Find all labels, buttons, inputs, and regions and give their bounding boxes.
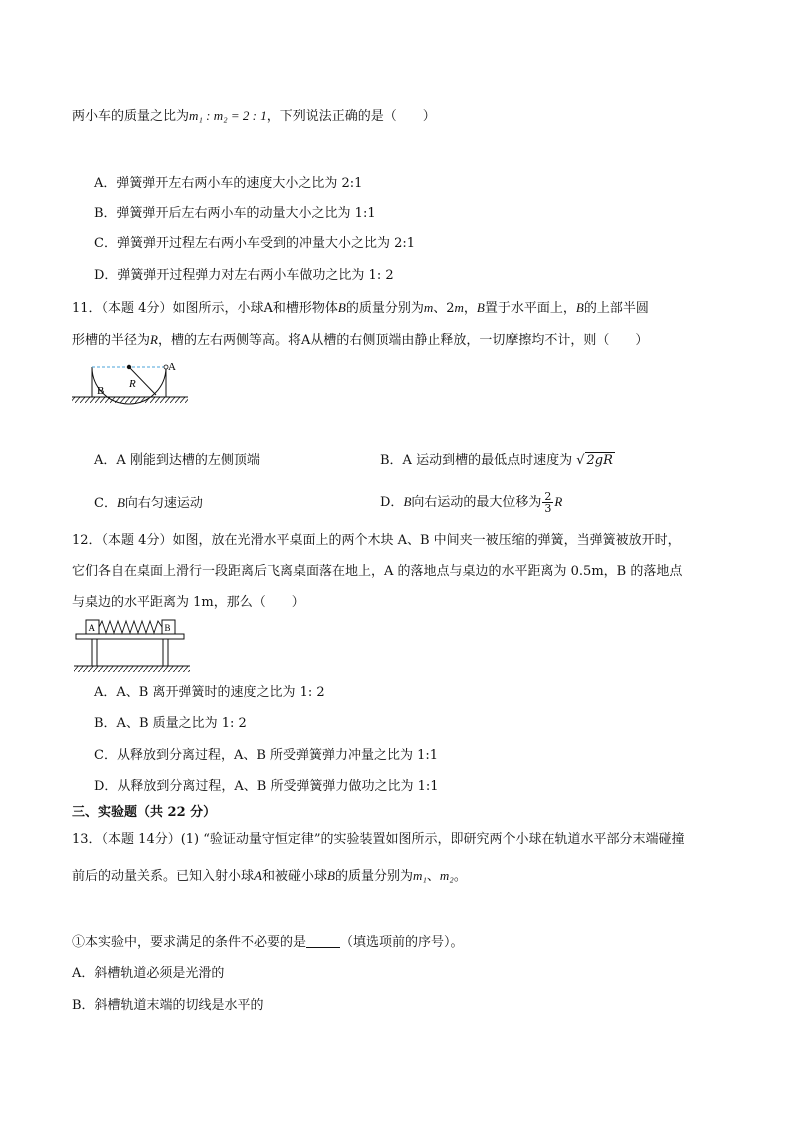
q11-text: ，槽的左右两侧等高。将A从槽的右侧顶端由静止释放，一切摩擦均不计，则（ ） [157,333,649,348]
q11-option-b[interactable] [380,451,615,471]
q11-text: 和槽形物体 [272,301,338,316]
q13-stem-line1: 13．（本题 14分）(1) “验证动量守恒定律”的实验装置如图所示，即研究两个小球在轨道水平部分末端碰撞 [72,832,685,847]
q11-var: B [403,494,412,509]
q13-option-b[interactable]: B．斜槽轨道末端的切线是水平的 [72,998,264,1013]
q10-option-d[interactable]: D．弹簧弹开过程弹力对左右两小车做功之比为 1: 2 [94,268,394,283]
q10-stem-suffix: ，下列说法正确的是（ ） [266,109,436,124]
q11-text: 置于水平面上， [484,301,576,316]
q11-text: 的上部半圆 [583,301,649,316]
q10-stem-prefix: 两小车的质量之比为 [72,109,190,124]
q13-text: 的质量分别为 [334,869,413,884]
q11-option-d[interactable] [380,491,562,514]
q13-mass-2: m₂ [439,868,454,883]
q12-stem-line2: 它们各自在桌面上滑行一段距离后飞离桌面落在地上，A 的落地点与桌边的水平距离为 0.5m，B 的落地点 [72,564,683,579]
q11-option-d-label: D． [380,495,404,510]
label-a: A [168,361,176,373]
q11-var: m [454,300,464,315]
q12-option-b[interactable]: B．A、B 质量之比为 1: 2 [94,716,247,731]
block-a-label: A [88,623,95,633]
q11-var: B [575,300,584,315]
q10-stem [72,106,436,127]
q12-option-d[interactable]: D．从释放到分离过程，A、B 所受弹簧弹力做功之比为 1:1 [94,779,439,794]
ground-hatch [72,397,188,403]
q12-option-c[interactable]: C．从释放到分离过程，A、B 所受弹簧弹力冲量之比为 1:1 [94,748,439,763]
q11-var: R [150,332,158,347]
q11-stem-line2 [72,330,648,351]
q13-option-a[interactable]: A．斜槽轨道必须是光滑的 [72,966,225,981]
q11-option-c[interactable] [94,493,203,514]
label-r: R [129,378,136,390]
q11-text: ， [463,301,477,316]
answer-blank[interactable] [306,934,340,948]
q10-option-c[interactable]: C．弹簧弹开过程左右两小车受到的冲量大小之比为 2:1 [94,236,416,251]
q13-sub1-hint: （填选项前的序号）。 [340,935,464,950]
q11-text: 的质量分别为 [345,301,424,316]
q11-text: 形槽的半径为 [72,333,151,348]
q12-option-a[interactable]: A．A、B 离开弹簧时的速度之比为 1: 2 [94,685,325,700]
q13-text: 、 [426,869,440,884]
sqrt-expression: √ 2gR [576,453,613,468]
q11-var: R [554,494,563,509]
q12-stem-line1: 12．（本题 4分）如图，放在光滑水平桌面上的两个木块 A、B 中间夹一被压缩的弹簧，当弹簧被放开时， [72,533,681,548]
q11-option-a[interactable]: A．A 刚能到达槽的左侧顶端 [94,453,260,468]
q12-figure [70,616,195,676]
q13-sub1-text: ①本实验中，要求满足的条件不必要的是 [72,935,307,950]
fraction-denominator: 3 [544,502,552,515]
q11-text: 、2 [433,301,455,316]
q12-stem-line3: 与桌边的水平距离为 1m，那么（ ） [72,595,305,610]
q13-stem-line2 [72,866,467,887]
q10-option-b[interactable]: B．弹簧弹开后左右两小车的动量大小之比为 1:1 [94,206,376,221]
sqrt-radicand: 2gR [586,453,613,468]
q11-stem-line1 [72,298,649,319]
block-b-label: B [164,623,171,633]
q13-var: A [254,868,262,883]
q13-mass-1: m₁ [412,868,427,883]
q11-var: B [337,300,346,315]
q13-var: B [326,868,335,883]
q11-figure [70,355,200,407]
q11-option-d-text: 向右运动的最大位移为 [411,495,542,510]
fraction [542,491,553,514]
fraction-numerator: 2 [544,490,552,503]
spring-icon [99,621,162,633]
section-title: 三、实验题（共 22 分） [72,805,217,820]
q13-text: 。 [453,869,467,884]
q11-var: m [423,300,434,315]
q13-sub1 [72,933,464,953]
q11-text: 11．（本题 4分）如图所示，小球 [72,301,264,316]
q13-text: 前后的动量关系。已知入射小球 [72,869,255,884]
q13-text: 和被碰小球 [261,869,327,884]
q10-mass-ratio: m₁ : m₂ = 2 : 1 [189,108,267,123]
q11-var: B [116,495,125,510]
q10-option-a[interactable]: A．弹簧弹开左右两小车的速度大小之比为 2:1 [94,176,363,191]
q11-var: B [476,300,485,315]
q11-option-c-text: 向右匀速运动 [124,496,203,511]
q11-text: A [263,301,273,316]
label-b: B [97,385,105,397]
floor-hatch [74,666,190,672]
q11-option-c-label: C． [94,496,117,511]
tabletop [76,634,184,639]
q11-option-b-text: B．A 运动到槽的最低点时速度为 [380,453,573,468]
